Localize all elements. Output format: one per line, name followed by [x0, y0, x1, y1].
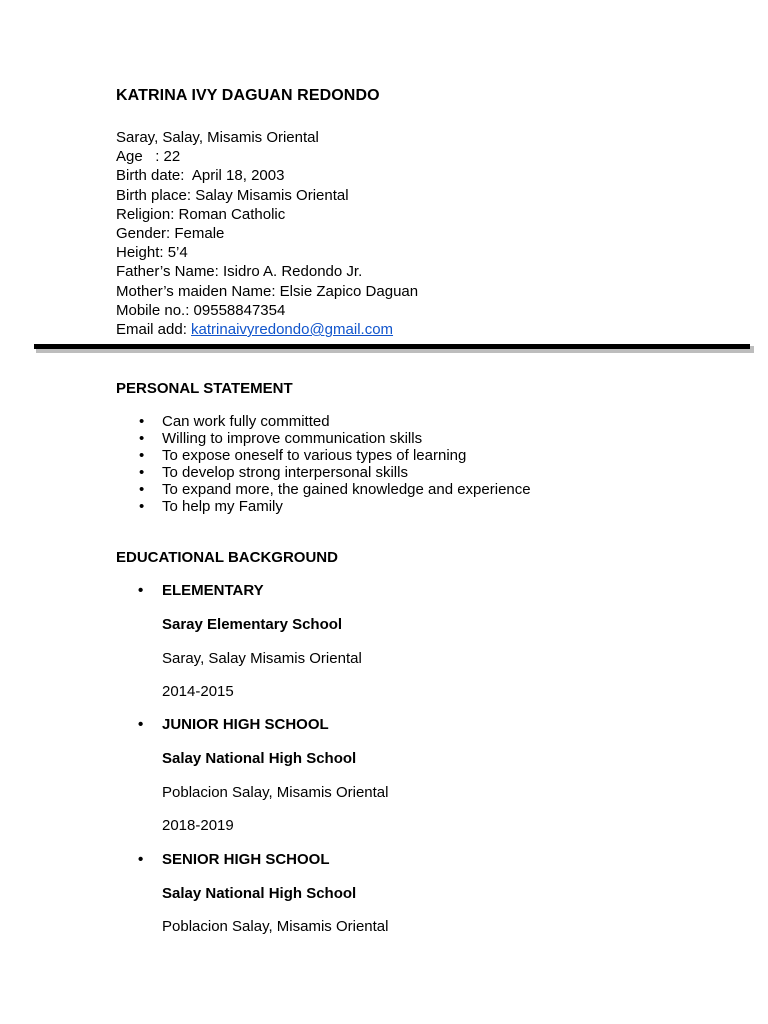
- gender-line: Gender: Female: [116, 225, 225, 243]
- list-item: [116, 431, 531, 448]
- bullet-icon: •: [138, 582, 144, 599]
- education-level-elementary: [116, 582, 264, 599]
- email-label: Email add:: [116, 321, 192, 339]
- bullet-icon: •: [138, 851, 144, 868]
- father-name-line: Father’s Name: Isidro A. Redondo Jr.: [116, 263, 363, 281]
- height-line: Height: 5’4: [116, 244, 188, 262]
- school-name: Saray Elementary School: [162, 616, 343, 633]
- bullet-icon: •: [139, 413, 145, 430]
- school-address: Saray, Salay Misamis Oriental: [162, 650, 362, 667]
- school-name: Salay National High School: [162, 750, 357, 767]
- school-address: Poblacion Salay, Misamis Oriental: [162, 918, 389, 935]
- list-item-text: Willing to improve communication skills: [162, 429, 423, 447]
- personal-statement-list: [116, 414, 531, 515]
- section-divider: [34, 344, 750, 349]
- bullet-icon: •: [139, 446, 145, 464]
- education-level-row: [116, 582, 264, 599]
- address-line: Saray, Salay, Misamis Oriental: [116, 129, 319, 146]
- personal-statement-heading: PERSONAL STATEMENT: [116, 380, 293, 397]
- mobile-line: Mobile no.: 09558847354: [116, 301, 286, 319]
- list-item: [116, 448, 531, 465]
- bullet-icon: •: [139, 497, 145, 515]
- education-level-label: ELEMENTARY: [162, 582, 264, 599]
- applicant-name: KATRINA IVY DAGUAN REDONDO: [116, 87, 380, 104]
- email-link[interactable]: katrinaivyredondo@gmail.com: [191, 321, 394, 339]
- school-years: 2014-2015: [162, 683, 234, 700]
- education-level-senior-high: [116, 851, 330, 868]
- education-level-label: JUNIOR HIGH SCHOOL: [162, 716, 329, 733]
- mother-name-line: Mother’s maiden Name: Elsie Zapico Daguan: [116, 282, 419, 300]
- bullet-icon: •: [138, 716, 144, 733]
- education-level-row: [116, 716, 329, 733]
- list-item-text: To expose oneself to various types of learning: [162, 446, 467, 464]
- bullet-icon: •: [139, 429, 145, 447]
- list-item-text: To help my Family: [162, 497, 283, 515]
- age-line: Age : 22: [116, 148, 181, 166]
- list-item-text: To expand more, the gained knowledge and experience: [162, 480, 531, 498]
- divider-shadow-edge: [750, 346, 754, 353]
- education-level-label: SENIOR HIGH SCHOOL: [162, 851, 330, 868]
- bullet-icon: •: [139, 463, 145, 481]
- school-address: Poblacion Salay, Misamis Oriental: [162, 784, 389, 801]
- educational-background-heading: EDUCATIONAL BACKGROUND: [116, 549, 338, 566]
- school-name: Salay National High School: [162, 885, 357, 902]
- birth-place-line: Birth place: Salay Misamis Oriental: [116, 186, 349, 204]
- religion-line: Religion: Roman Catholic: [116, 205, 286, 223]
- email-line: [116, 320, 418, 339]
- bullet-icon: •: [139, 480, 145, 498]
- divider-shadow: [36, 349, 754, 353]
- list-item-text: Can work fully committed: [162, 413, 330, 430]
- list-item: [116, 499, 531, 516]
- list-item-text: To develop strong interpersonal skills: [162, 463, 408, 481]
- school-years: 2018-2019: [162, 817, 234, 834]
- list-item: [116, 414, 531, 431]
- education-level-row: [116, 851, 330, 868]
- personal-details: [116, 128, 418, 339]
- list-item: [116, 482, 531, 499]
- birth-date-line: Birth date: April 18, 2003: [116, 167, 285, 185]
- list-item: [116, 465, 531, 482]
- education-level-junior-high: [116, 716, 329, 733]
